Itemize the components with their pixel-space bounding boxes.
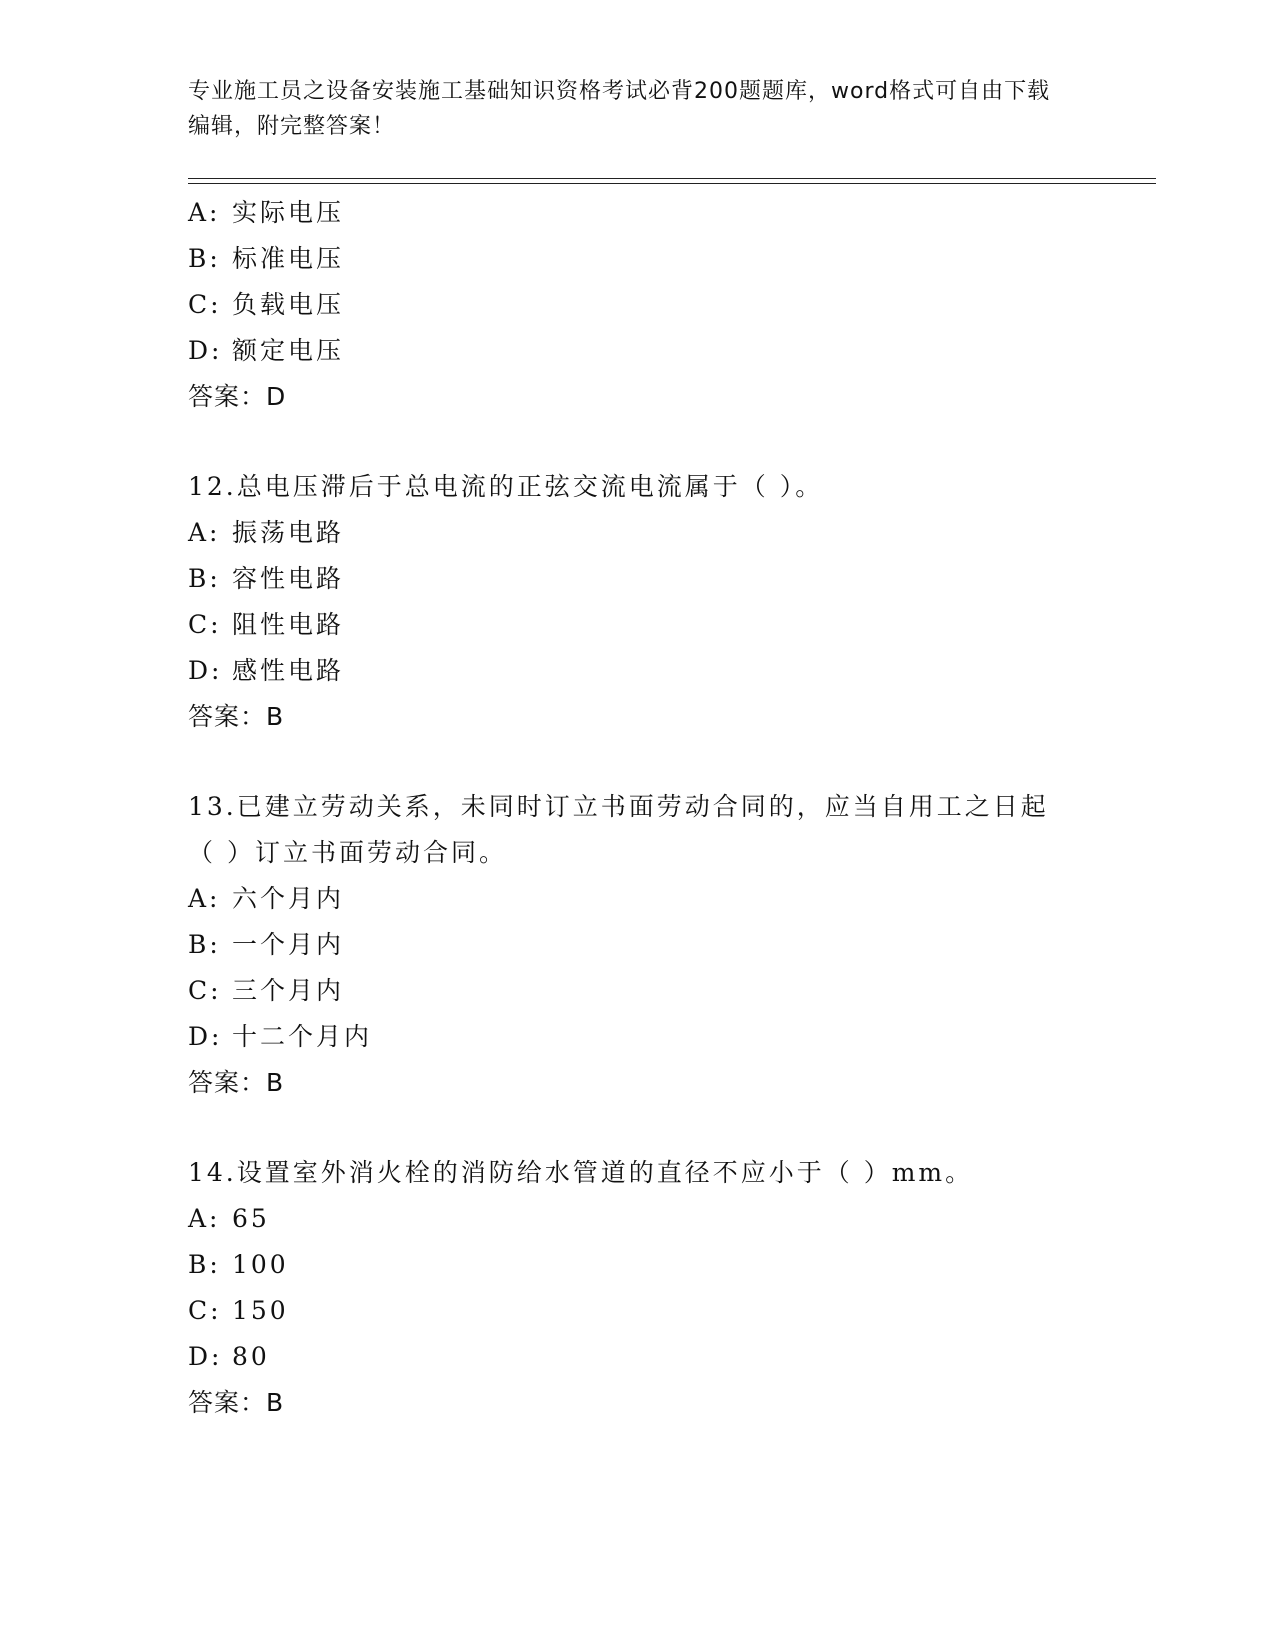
answer-line: 答案：B — [188, 1388, 285, 1417]
option-text: 150 — [232, 1296, 289, 1325]
option-key: D: — [188, 1342, 223, 1371]
option-a — [188, 190, 1088, 236]
option-key: C: — [188, 610, 222, 639]
option-d — [188, 1334, 1088, 1380]
option-text: 一个月内 — [232, 930, 345, 959]
option-key: B: — [188, 1250, 221, 1279]
option-c — [188, 968, 1088, 1014]
option-d — [188, 648, 1088, 694]
answer-line: 答案：B — [188, 702, 285, 731]
option-key: A: — [188, 198, 221, 227]
option-key: C: — [188, 290, 222, 319]
option-text: 阻性电路 — [232, 610, 345, 639]
option-text: 65 — [232, 1204, 270, 1233]
option-b — [188, 1242, 1088, 1288]
option-text: 实际电压 — [232, 198, 345, 227]
question-block-11 — [188, 190, 1088, 420]
option-text: 六个月内 — [232, 884, 345, 913]
option-key: D: — [188, 336, 223, 365]
option-text: 标准电压 — [232, 244, 345, 273]
question-block-12 — [188, 464, 1088, 740]
question-text: 14.设置室外消火栓的消防给水管道的直径不应小于（ ）mm。 — [188, 1158, 974, 1187]
option-text: 感性电路 — [232, 656, 345, 685]
option-text: 十二个月内 — [232, 1022, 373, 1051]
option-text: 振荡电路 — [232, 518, 345, 547]
option-d — [188, 328, 1088, 374]
option-key: D: — [188, 1022, 223, 1051]
option-a — [188, 1196, 1088, 1242]
option-c — [188, 1288, 1088, 1334]
option-text: 负载电压 — [232, 290, 345, 319]
question-list — [188, 190, 1088, 1426]
option-c — [188, 602, 1088, 648]
option-b — [188, 556, 1088, 602]
question-block-13 — [188, 784, 1088, 1106]
header-divider-bottom — [188, 183, 1156, 184]
option-key: B: — [188, 244, 221, 273]
header-divider-top — [188, 178, 1156, 179]
question-text-line2: （ ）订立书面劳动合同。 — [188, 838, 507, 867]
option-key: A: — [188, 518, 221, 547]
option-key: B: — [188, 930, 221, 959]
option-text: 三个月内 — [232, 976, 345, 1005]
answer-line: 答案：D — [188, 382, 287, 411]
question-block-14 — [188, 1150, 1088, 1426]
option-a — [188, 510, 1088, 556]
option-b — [188, 236, 1088, 282]
option-key: C: — [188, 1296, 222, 1325]
question-text: 12.总电压滞后于总电流的正弦交流电流属于（ ）。 — [188, 472, 824, 501]
option-key: A: — [188, 884, 221, 913]
option-text: 100 — [232, 1250, 289, 1279]
option-text: 容性电路 — [232, 564, 345, 593]
header-title: 专业施工员之设备安装施工基础知识资格考试必背200题题库，word格式可自由下载编辑，附完整答案！ — [188, 79, 1051, 139]
option-a — [188, 876, 1088, 922]
option-text: 80 — [232, 1342, 270, 1371]
answer-line: 答案：B — [188, 1068, 285, 1097]
option-text: 额定电压 — [232, 336, 345, 365]
option-key: B: — [188, 564, 221, 593]
option-b — [188, 922, 1088, 968]
option-key: D: — [188, 656, 223, 685]
option-c — [188, 282, 1088, 328]
option-key: A: — [188, 1204, 221, 1233]
option-key: C: — [188, 976, 222, 1005]
document-header — [188, 74, 1068, 144]
option-d — [188, 1014, 1088, 1060]
question-text-line1: 13.已建立劳动关系，未同时订立书面劳动合同的，应当自用工之日起 — [188, 792, 1049, 821]
